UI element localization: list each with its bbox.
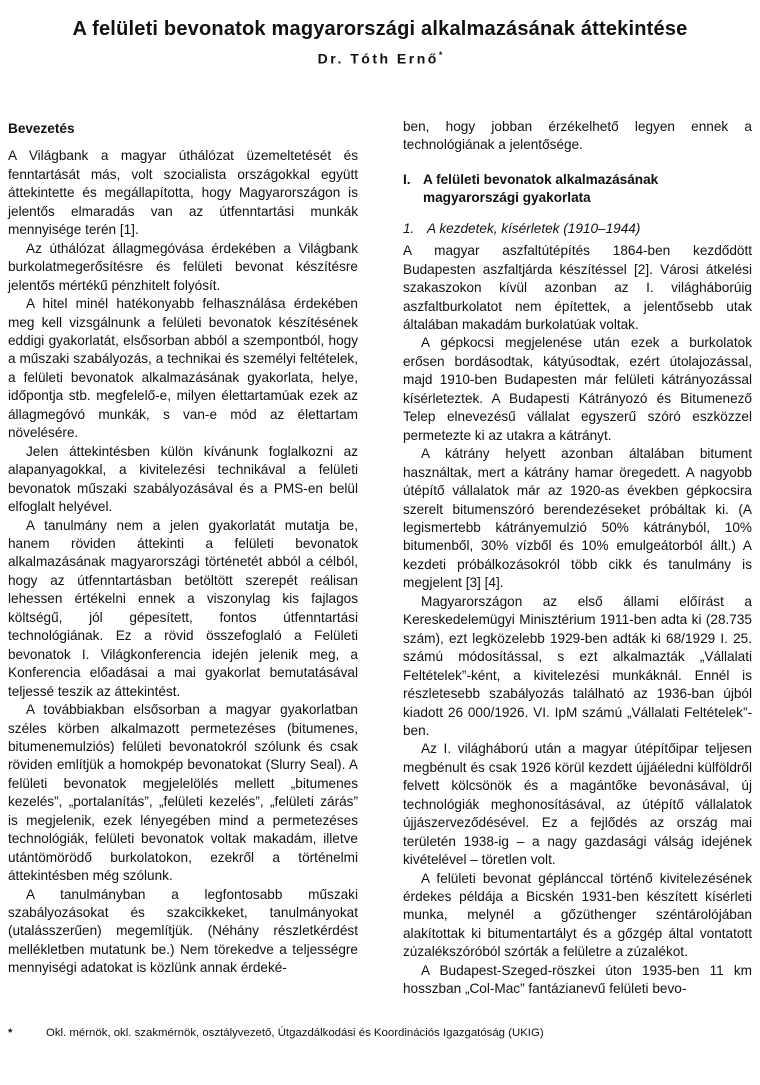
paper-title: A felületi bevonatok magyarországi alkalmazásának áttekintése [72, 18, 688, 40]
paragraph: A hitel minél hatékonyabb felhasználása érdekében meg kell vizsgálnunk a felületi bevonatok készítésének eddigi gyakorlatát, elsősorban abból a szempontból, hogy a műszaki szabályozás, a technikai és személyi feltételek, a felületi bevonatok alkalmazásának gyakorlata, helye, időpontja stb. megfelelő-e, milyen élettartamúak ezek az állagmegóvó munkák, s van-e mód az élettartam növelésére. [8, 296, 358, 441]
section-heading-1 [403, 171, 752, 208]
author-name: Dr. Tóth Ernő [317, 50, 439, 67]
paragraph: A tanulmányban a legfontosabb műszaki szabályozásokat és szakcikkeket, tanulmányokat (utalásszerűen) megemlítjük. (Néhány részletkérdést mellékletben mutatunk be.) Nem törekedve a teljességre mennyiségi adatokat is közlünk annak érdeké- [8, 886, 358, 976]
paragraph: A Budapest-Szeged-röszkei úton 1935-ben 11 km hosszban „Col-Mac” fantázianevű felületi bevo- [403, 962, 752, 997]
section-number: I. [403, 171, 411, 187]
paragraph: A továbbiakban elsősorban a magyar gyakorlatban széles körben alkalmazott permetezéses (bitumenes, bitumenemulziós) felületi bevonatokról szólunk és csak röviden említjük a homokpép bevonatokat (Slurry Seal). A felületi bevonatok megjelelölés mellett „bitumenes kezelés”, „portalanítás”, „felületi kezelés”, „felületi zárás” is megjelenik, ezek lényegében mind a permetezéses technológiák, felületi bevonatok voltak makadám, illetve utántömörödő burkolatokon, ezekről a történelmi áttekintésben még szólunk. [8, 702, 358, 884]
paragraph: A felületi bevonat géplánccal történő kivitelezésének érdekes példája a Bicskén 1931-ben készített kísérleti munka, melynél a gőzüthenger széntárolójában alakítottak ki bitumentartályt és a gőzgép által vontatott zúzalékszóróból szórták a felületre a zúzalékot. [403, 870, 752, 960]
paragraph: A gépkocsi megjelenése után ezek a burkolatok erősen bordásodtak, kátyúsodtak, ezért útolajozással, majd 1910-ben Budapesten már felületi kátrányozással kísérleteztek. A Budapesti Kátrányozó és Bitumenező Telep elnevezésű vállalat egyszerű szóró eszközzel permetezte ki az utakra a kátrányt. [403, 335, 752, 443]
left-column [8, 118, 358, 978]
footnote-text: Okl. mérnök, okl. szakmérnök, osztályvezető, Útgazdálkodási és Koordinációs Igazgatóság (UKIG) [46, 1027, 544, 1039]
right-column [403, 118, 752, 999]
paragraph: Magyarországon az első állami előírást a Kereskedelemügyi Minisztérium 1911-ben adta ki (28.735 szám), ezt legközelebb 1929-ben adták ki 68/1929 I. 25. számú módosítással, s ezt alkalmazták „Vállalati Feltételek”-ként, a kivitelezési munkáknál. Ennél is részletesebb szabályozás található az 1936-ban újból kiadott 26 000/1926. VI. IpM számú „Vállalati Feltételek”-ben. [403, 593, 752, 738]
paragraph: A kátrány helyett azonban általában bitument használtak, mert a kátrány hamar öregedett. A nagyobb útépítő vállalatok már az 1920-as években gépkocsira szerelt bitumenszóró berendezéseket próbáltak ki. (A legismertebb kátrányemulzió 50% kátrányból, 10% bitumenből, 30% vízből és 10% emulgeátorból állt.) A kezdeti próbálkozásokról több cikk és tanulmány is megjelent [3] [4]. [403, 446, 752, 591]
subsection-title: A kezdetek, kísérletek (1910–1944) [427, 220, 641, 236]
footnote [8, 1027, 752, 1039]
section-heading-intro: Bevezetés [8, 121, 75, 136]
paragraph: A magyar aszfaltútépítés 1864-ben kezdődött Budapesten aszfaltjárda készítéssel [2]. Városi átkelési szakaszokon kívül azonban az I. világháborúig aszfaltburkolatot nem építettek, a jelentősebb utak általában makadám burkolatúak voltak. [403, 243, 752, 332]
paragraph: A tanulmány nem a jelen gyakorlatát mutatja be, hanem röviden áttekinti a felületi bevonatok alkalmazásának magyarországi történetét abból a célból, hogy az útfenntartásban betöltött szerepét reálisan lehessen értékelni ennek a viszonylag kis fajlagos költségű, jól gépesített, fontos útfenntartási technológiának. Ez a rövid összefoglaló a Felületi bevonatok I. Világkonferencia idején jelenik meg, a Konferencia előadásai a mai gyakorlat bemutatásával teljessé teszik az áttekintést. [8, 517, 358, 699]
paragraph-continuation: ben, hogy jobban érzékelhető legyen ennek a technológiának a jelentősége. [403, 119, 752, 153]
footnote-mark: * [8, 1027, 13, 1039]
subsection-number: 1. [403, 220, 415, 236]
author-line [0, 50, 760, 67]
paragraph: A Világbank a magyar úthálózat üzemeltetését és fenntartását más, volt szocialista országokkal együtt áttekintette és megállapította, hogy Magyarországon is jelentős elmaradás van az útfenntartási munkák mennyisége terén [1]. [8, 148, 358, 238]
subsection-heading-1 [403, 220, 752, 238]
paragraph: Az úthálózat állagmegóvása érdekében a Világbank burkolatmegerősítésre és felületi bevonat készítésre jelentős mértékű pénzhitelt folyósít. [8, 240, 358, 293]
paragraph: Az I. világháború után a magyar útépítőipar teljesen megbénult és csak 1926 körül kezdett újjáéledni külföldről felvett kölcsönök és a magántőke bevonásával, új technológiák meghonosításával, az útépítő vállalatok újjászerveződésével. Ez a fejlődés az ország mai területén 1938-ig – a nagy gazdasági válság idejének kivételével – töretlen volt. [403, 741, 752, 868]
section-title: A felületi bevonatok alkalmazásának magyarországi gyakorlata [423, 171, 659, 206]
paragraph: Jelen áttekintésben külön kívánunk foglalkozni az alapanyagokkal, a kivitelezési technikával a felületi bevonatok műszaki szabályozásával és a PMS-en belül elfoglalt helyével. [8, 443, 358, 515]
author-footnote-mark: * [438, 50, 443, 60]
